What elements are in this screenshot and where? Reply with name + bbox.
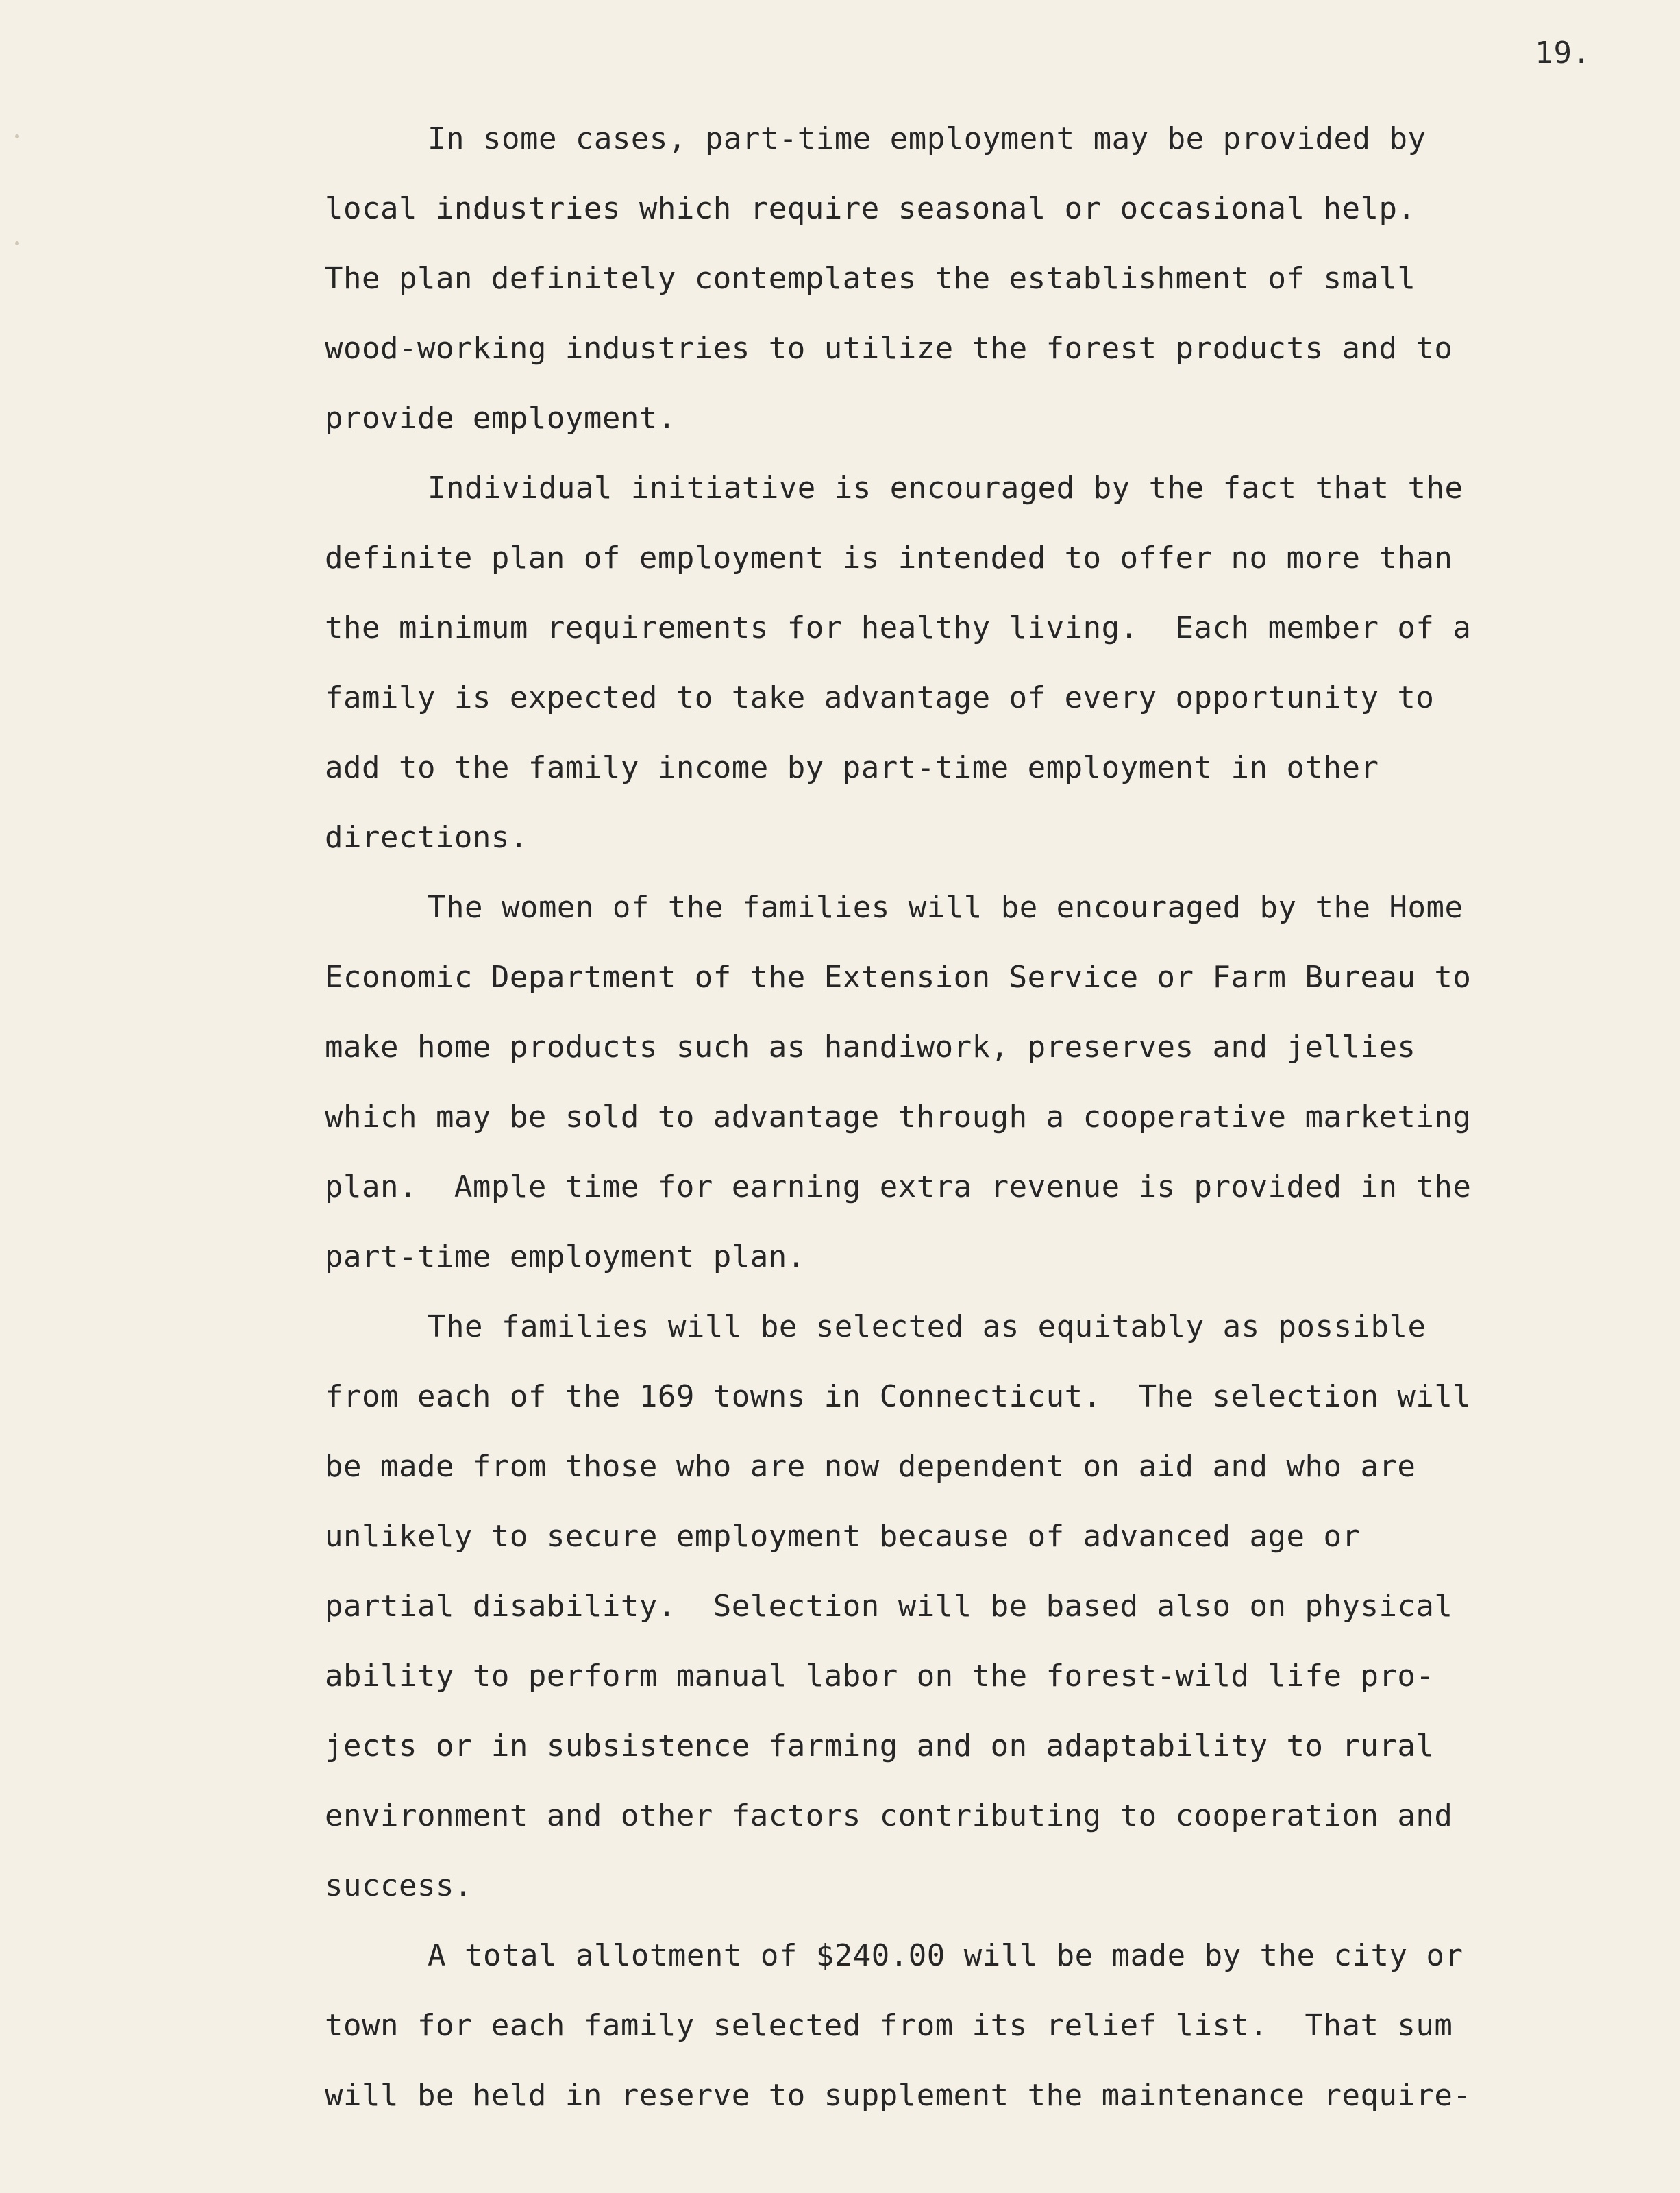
text-line: success. bbox=[325, 1868, 473, 1903]
text-line: part-time employment plan. bbox=[325, 1239, 806, 1274]
margin-speck bbox=[15, 134, 19, 138]
text-line: wood-working industries to utilize the forest products and to bbox=[325, 331, 1453, 366]
text-line: environment and other factors contributing to cooperation and bbox=[325, 1798, 1453, 1833]
text-line: The plan definitely contemplates the establishment of small bbox=[325, 261, 1416, 296]
text-line: partial disability. Selection will be based also on physical bbox=[325, 1589, 1453, 1624]
text-line: make home products such as handiwork, preserves and jellies bbox=[325, 1030, 1416, 1065]
text-line: from each of the 169 towns in Connecticut. The selection will bbox=[325, 1379, 1472, 1414]
text-line: Individual initiative is encouraged by the fact that the bbox=[428, 471, 1463, 506]
paragraph bbox=[325, 1921, 1613, 2131]
text-line: will be held in reserve to supplement the maintenance require- bbox=[325, 2078, 1472, 2113]
text-line: local industries which require seasonal or occasional help. bbox=[325, 191, 1416, 226]
page-number: 19. bbox=[1535, 36, 1592, 71]
text-line: which may be sold to advantage through a cooperative marketing bbox=[325, 1100, 1472, 1135]
paragraph bbox=[325, 454, 1613, 873]
text-line: definite plan of employment is intended to offer no more than bbox=[325, 541, 1453, 575]
text-line: the minimum requirements for healthy living. Each member of a bbox=[325, 610, 1472, 645]
margin-speck bbox=[15, 241, 19, 245]
text-line: provide employment. bbox=[325, 401, 676, 436]
text-line: A total allotment of $240.00 will be made by the city or bbox=[428, 1938, 1463, 1973]
text-line: family is expected to take advantage of every opportunity to bbox=[325, 680, 1435, 715]
text-line: In some cases, part-time employment may be provided by bbox=[428, 121, 1426, 156]
paragraph bbox=[325, 1292, 1613, 1921]
text-line: jects or in subsistence farming and on adaptability to rural bbox=[325, 1729, 1435, 1763]
text-line: The families will be selected as equitably as possible bbox=[428, 1309, 1426, 1344]
text-line: town for each family selected from its relief list. That sum bbox=[325, 2008, 1453, 2043]
paragraph bbox=[325, 104, 1613, 454]
text-line: The women of the families will be encouraged by the Home bbox=[428, 890, 1463, 925]
text-line: add to the family income by part-time employment in other bbox=[325, 750, 1379, 785]
text-line: be made from those who are now dependent on aid and who are bbox=[325, 1449, 1416, 1484]
text-line: directions. bbox=[325, 820, 528, 855]
paragraph bbox=[325, 873, 1613, 1292]
body-text bbox=[325, 104, 1613, 2131]
text-line: unlikely to secure employment because of advanced age or bbox=[325, 1519, 1361, 1554]
text-line: ability to perform manual labor on the forest-wild life pro- bbox=[325, 1659, 1435, 1694]
text-line: Economic Department of the Extension Service or Farm Bureau to bbox=[325, 960, 1472, 995]
text-line: plan. Ample time for earning extra revenue is provided in the bbox=[325, 1169, 1472, 1204]
